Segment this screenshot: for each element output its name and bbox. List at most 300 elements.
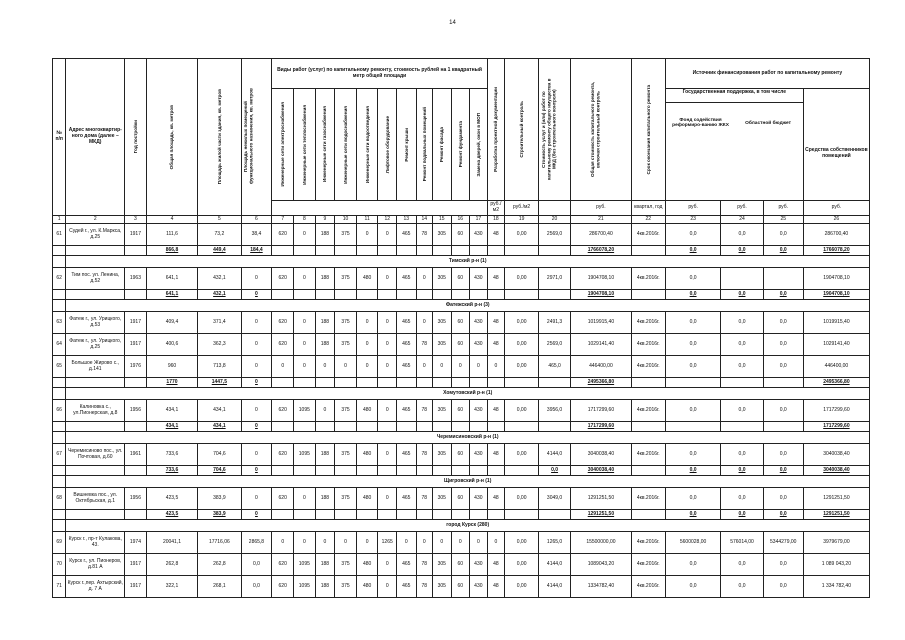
work-cost-cell: 188 [315,554,335,576]
work-cost-cell: 465 [396,268,416,290]
work-cost-cell: 430 [470,554,488,576]
work-cost-cell: 465 [396,224,416,246]
year-cell: 1917 [125,334,147,356]
municipal-cell: 0,0 [763,246,803,256]
work-cost-cell: 188 [315,576,335,598]
work-cost-cell: 480 [356,488,378,510]
cost-per-m2-cell: 2971,0 [539,268,571,290]
owners-cell: 3040038,40 [803,444,869,466]
work-cost-cell: 0 [470,532,488,554]
owners-cell: 1904708,10 [803,290,869,300]
work-cost-cell: 188 [315,312,335,334]
fund-cell [665,378,721,388]
municipal-cell: 0,0 [763,400,803,422]
work-cost-cell: 0 [356,532,378,554]
empty-cell [294,378,316,388]
construction-control-cell: 0,00 [505,400,539,422]
living-area-cell: 262,8 [198,554,241,576]
living-area-cell: 383,9 [198,488,241,510]
owners-cell: 1717299,60 [803,400,869,422]
work-cost-cell: 0 [378,356,397,378]
cost-per-m2-cell: 0,0 [539,466,571,476]
nonres-area-cell: 0 [241,356,272,378]
empty-cell [631,466,665,476]
work-cost-cell: 305 [433,400,452,422]
empty-cell [487,510,505,520]
regional-cell: 0,0 [721,334,763,356]
column-number: 19 [505,215,539,224]
fund-cell: 0,0 [665,290,721,300]
section-num-cell [53,388,66,400]
work-cost-cell: 48 [487,554,505,576]
empty-cell [631,246,665,256]
work-cost-cell: 0 [294,334,316,356]
column-number: 16 [451,215,470,224]
regional-cell: 0,0 [721,224,763,246]
work-cost-cell: 480 [356,554,378,576]
fund-cell: 0,0 [665,576,721,598]
empty-cell [487,422,505,432]
column-number: 9 [315,215,335,224]
total-cost-cell: 1334782,40 [571,576,632,598]
work-cost-cell: 78 [416,400,432,422]
work-cost-cell: 0 [315,400,335,422]
header-cost-per-m2: Стоимость услуг и (или) работ по капитальному ремонту общего имущества в МКД (без строительного контроля) [540,78,557,181]
column-number: 1 [53,215,66,224]
work-cost-cell: 60 [451,312,470,334]
address-cell: Курск г., пр-т Кулакова, 43. [66,532,125,554]
empty-cell [356,466,378,476]
nonres-area-cell: 0 [241,312,272,334]
regional-cell: 0,0 [721,400,763,422]
nonres-area-cell: 0,0 [241,554,272,576]
total-cost-cell: 1291251,50 [571,510,632,520]
deadline-cell: 4кв.2016г. [631,488,665,510]
work-cost-cell: 0 [396,532,416,554]
municipal-cell [763,422,803,432]
construction-control-cell: 0,00 [505,532,539,554]
header-sources-group: Источник финансирования работ по капитальному ремонту [665,59,869,89]
work-cost-cell: 620 [272,488,294,510]
row-number-cell: 68 [53,488,66,510]
table-row [53,334,870,356]
work-cost-cell: 465 [396,554,416,576]
work-cost-cell: 0 [294,356,316,378]
work-cost-cell: 375 [335,400,357,422]
fund-cell: 0,0 [665,400,721,422]
owners-cell: 286700,40 [803,224,869,246]
municipal-cell: 0,0 [763,554,803,576]
year-cell: 1917 [125,312,147,334]
work-cost-cell: 305 [433,224,452,246]
total-area-cell: 641,1 [146,268,198,290]
fund-cell: 0,0 [665,356,721,378]
empty-cell [125,466,147,476]
empty-cell [378,246,397,256]
owners-cell: 2495366,80 [803,378,869,388]
nonres-area-cell: 0 [241,488,272,510]
column-number: 20 [539,215,571,224]
column-number: 21 [571,215,632,224]
total-cost-cell: 1291251,50 [571,488,632,510]
work-cost-cell: 480 [356,576,378,598]
work-cost-cell: 0 [272,532,294,554]
empty-cell [53,246,66,256]
empty-cell [433,378,452,388]
total-cost-cell: 15500000,00 [571,532,632,554]
deadline-cell: 4кв.2016г. [631,224,665,246]
header-work-10: Ремонт фундамента [457,121,463,168]
empty-cell [433,510,452,520]
year-cell: 1917 [125,576,147,598]
work-cost-cell: 375 [335,444,357,466]
header-total-cost: Общая стоимость капитального ремонта, включая строительный контроль [589,81,601,178]
empty-cell [315,378,335,388]
work-cost-cell: 60 [451,224,470,246]
work-cost-cell: 1095 [294,576,316,598]
nonres-area-cell: 0 [241,268,272,290]
empty-cell [416,246,432,256]
year-cell: 1974 [125,532,147,554]
work-cost-cell: 0 [416,356,432,378]
living-area-cell: 371,4 [198,312,241,334]
subtotal-row [53,422,870,432]
column-number: 11 [356,215,378,224]
total-area-cell: 434,1 [146,400,198,422]
work-cost-cell: 620 [272,554,294,576]
total-area-cell: 434,1 [146,422,198,432]
total-area-cell: 733,6 [146,466,198,476]
work-cost-cell: 305 [433,554,452,576]
row-number-cell: 61 [53,224,66,246]
section-num-cell [53,300,66,312]
municipal-cell: 0,0 [763,356,803,378]
unit-term: квартал, год [631,201,665,216]
year-cell: 1963 [125,268,147,290]
empty-cell [66,466,125,476]
section-row [53,388,870,400]
work-cost-cell: 430 [470,576,488,598]
regional-cell: 0,0 [721,246,763,256]
column-number: 14 [416,215,432,224]
empty-cell [631,422,665,432]
work-cost-cell: 60 [451,576,470,598]
empty-cell [294,466,316,476]
table-row [53,532,870,554]
municipal-cell: 0,0 [763,466,803,476]
empty-cell [505,290,539,300]
empty-cell [378,510,397,520]
work-cost-cell: 0 [294,312,316,334]
nonres-area-cell: 2865,8 [241,532,272,554]
row-number-cell: 65 [53,356,66,378]
work-cost-cell: 0 [294,532,316,554]
row-number-cell: 64 [53,334,66,356]
empty-cell [433,422,452,432]
empty-cell [294,290,316,300]
empty-cell [433,246,452,256]
work-cost-cell: 48 [487,488,505,510]
nonres-area-cell: 0 [241,444,272,466]
construction-control-cell: 0,00 [505,312,539,334]
construction-control-cell: 0,00 [505,576,539,598]
regional-cell: 0,0 [721,554,763,576]
column-number: 6 [241,215,272,224]
empty-cell [315,466,335,476]
empty-cell [505,510,539,520]
unit-pd [539,201,571,216]
nonres-area-cell: 0 [241,400,272,422]
work-cost-cell: 0 [356,224,378,246]
deadline-cell: 4кв.2016г. [631,334,665,356]
construction-control-cell: 0,00 [505,356,539,378]
unit-cost: руб./м2 [505,201,539,216]
header-fund: Фонд содействия реформиро-ванию ЖКХ [672,117,729,129]
column-numbers-row [53,215,870,224]
owners-cell: 1029141,40 [803,334,869,356]
owners-cell: 1291251,50 [803,488,869,510]
work-cost-cell: 60 [451,554,470,576]
subtotal-row [53,510,870,520]
empty-cell [335,290,357,300]
work-cost-cell: 48 [487,400,505,422]
deadline-cell: 4кв.2016г. [631,356,665,378]
nonres-area-cell: 184,4 [241,246,272,256]
column-number: 5 [198,215,241,224]
subtotal-row [53,466,870,476]
row-number-cell: 66 [53,400,66,422]
table-row [53,224,870,246]
address-cell: Курск г.,пер. Ахтырский, д. 7 А [66,576,125,598]
municipal-cell: 0,0 [763,312,803,334]
empty-cell [66,422,125,432]
subtotal-row [53,378,870,388]
work-cost-cell: 430 [470,268,488,290]
work-cost-cell: 0 [294,268,316,290]
header-year: Год постройки [132,120,138,154]
owners-cell: 1019915,40 [803,312,869,334]
column-number: 8 [294,215,316,224]
empty-cell [487,378,505,388]
empty-cell [631,290,665,300]
work-cost-cell: 0 [378,224,397,246]
regional-cell: 0,0 [721,444,763,466]
deadline-cell: 4кв.2016г. [631,532,665,554]
empty-cell [335,422,357,432]
owners-cell: 1904708,10 [803,268,869,290]
column-number: 10 [335,215,357,224]
empty-cell [356,290,378,300]
empty-cell [416,466,432,476]
cost-per-m2-cell [539,378,571,388]
work-cost-cell: 480 [356,444,378,466]
work-cost-cell: 0 [487,532,505,554]
owners-cell: 3979679,00 [803,532,869,554]
page-number: 14 [449,20,456,26]
empty-cell [315,290,335,300]
subtotal-row [53,290,870,300]
regional-cell [721,422,763,432]
cost-per-m2-cell: 4144,0 [539,576,571,598]
cost-per-m2-cell: 2569,0 [539,224,571,246]
empty-cell [451,510,470,520]
work-cost-cell: 188 [315,268,335,290]
work-cost-cell: 1095 [294,444,316,466]
table-row [53,312,870,334]
empty-cell [505,246,539,256]
living-area-cell: 434,1 [198,400,241,422]
header-work-3: Инженерные сети газоснабжения [322,106,328,183]
work-cost-cell: 0 [378,576,397,598]
fund-cell: 0,0 [665,554,721,576]
work-cost-cell: 305 [433,488,452,510]
column-number: 22 [631,215,665,224]
municipal-cell: 0,0 [763,444,803,466]
empty-cell [396,466,416,476]
work-cost-cell: 0 [378,554,397,576]
empty-cell [378,466,397,476]
header-row-1 [53,59,870,89]
living-area-cell: 383,9 [198,510,241,520]
owners-cell: 1291251,50 [803,510,869,520]
empty-cell [356,246,378,256]
address-cell: Курск г., ул. Пионеров, д.81 А [66,554,125,576]
deadline-cell: 4кв.2016г. [631,444,665,466]
unit-own: руб. [803,201,869,216]
cost-per-m2-cell: 2491,3 [539,312,571,334]
work-cost-cell: 0 [487,356,505,378]
cost-per-m2-cell [539,246,571,256]
empty-cell [451,246,470,256]
regional-cell [721,378,763,388]
work-cost-cell: 48 [487,334,505,356]
column-number: 7 [272,215,294,224]
section-num-cell [53,432,66,444]
year-cell: 1976 [125,356,147,378]
capital-repair-table [52,58,870,598]
living-area-cell: 362,3 [198,334,241,356]
section-label: город Курск (280) [66,520,870,532]
header-works-group: Виды работ (услуг) по капитальному ремонту, стоимость рублей на 1 квадратный метр общей площади [272,59,487,89]
section-num-cell [53,256,66,268]
header-work-6: Лифтовое оборудование [384,115,390,174]
empty-cell [631,510,665,520]
work-cost-cell: 0 [416,312,432,334]
regional-cell: 0,0 [721,290,763,300]
column-number: 17 [470,215,488,224]
work-cost-cell: 430 [470,334,488,356]
header-nonres-area: Площадь нежилых помещений функционального назначения, кв. метров [243,88,254,185]
row-number-cell: 69 [53,532,66,554]
year-cell: 1917 [125,554,147,576]
empty-cell [451,378,470,388]
living-area-cell: 704,6 [198,466,241,476]
header-work-1: Инженерные сети электроснабжения [280,102,286,187]
column-number: 24 [721,215,763,224]
work-cost-cell: 465 [396,356,416,378]
living-area-cell: 449,4 [198,246,241,256]
empty-cell [66,246,125,256]
empty-cell [53,290,66,300]
work-cost-cell: 375 [335,334,357,356]
regional-cell: 576014,00 [721,532,763,554]
table-row [53,576,870,598]
total-cost-cell: 2495366,80 [571,378,632,388]
empty-cell [396,422,416,432]
total-area-cell: 866,8 [146,246,198,256]
year-cell: 1956 [125,400,147,422]
year-cell: 1956 [125,488,147,510]
municipal-cell: 0,0 [763,510,803,520]
work-cost-cell: 620 [272,224,294,246]
work-cost-cell: 188 [315,488,335,510]
unit-reg: руб. [721,201,763,216]
empty-cell [272,466,294,476]
empty-cell [272,378,294,388]
header-work-5: Инженерные сети водоотведения [364,105,370,184]
section-label: Тимский р-н (1) [66,256,870,268]
empty-cell [505,422,539,432]
work-cost-cell: 375 [335,488,357,510]
header-state-support: Государственная поддержка, в том числе [666,90,803,103]
empty-cell [335,246,357,256]
work-cost-cell: 375 [335,576,357,598]
work-cost-cell: 430 [470,312,488,334]
work-cost-cell: 375 [335,268,357,290]
living-area-cell: 268,1 [198,576,241,598]
deadline-cell: 4кв.2016г. [631,312,665,334]
fund-cell [665,422,721,432]
municipal-cell: 5344279,00 [763,532,803,554]
header-work-8: Ремонт подвальных помещений [421,107,427,182]
owners-cell: 3040038,40 [803,466,869,476]
municipal-cell [763,378,803,388]
owners-cell: 1717299,60 [803,422,869,432]
empty-cell [315,246,335,256]
header-total-area: Общая площадь, кв. метров [169,104,175,169]
deadline-cell: 4кв.2016г. [631,268,665,290]
year-cell: 1917 [125,224,147,246]
address-cell: Калиновка с., ул.Пионерская, д.8 [66,400,125,422]
empty-cell [66,378,125,388]
column-number: 4 [146,215,198,224]
work-cost-cell: 0 [433,532,452,554]
work-cost-cell: 78 [416,224,432,246]
empty-cell [416,290,432,300]
fund-cell: 0,0 [665,334,721,356]
work-cost-cell: 465 [396,334,416,356]
total-area-cell: 423,5 [146,510,198,520]
year-cell: 1961 [125,444,147,466]
cost-per-m2-cell: 4144,0 [539,444,571,466]
section-label: Хомутовский р-н (1) [66,388,870,400]
work-cost-cell: 78 [416,488,432,510]
work-cost-cell: 0 [470,356,488,378]
row-number-cell: 71 [53,576,66,598]
header-deadline: Срок окончания капитального ремонта [645,84,651,175]
work-cost-cell: 1095 [294,400,316,422]
work-cost-cell: 48 [487,268,505,290]
regional-cell [721,268,763,290]
owners-cell: 1766078,20 [803,246,869,256]
empty-cell [433,290,452,300]
work-cost-cell: 0 [378,312,397,334]
empty-cell [416,510,432,520]
work-cost-cell: 0 [378,444,397,466]
empty-cell [451,422,470,432]
work-cost-cell: 0 [294,488,316,510]
work-cost-cell: 620 [272,400,294,422]
